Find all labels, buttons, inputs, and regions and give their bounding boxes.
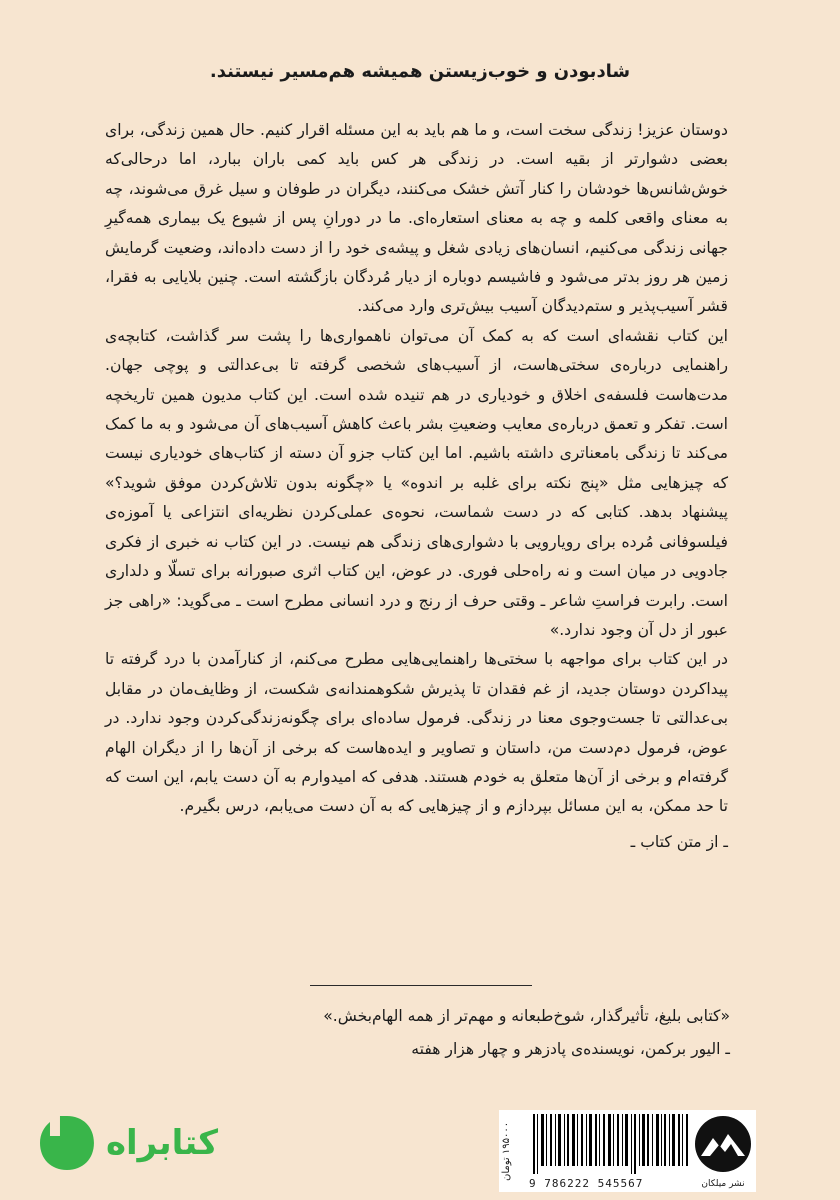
ketabrah-logo-icon [38,1114,96,1172]
endorsement-attribution: ـ الیور برکمن، نویسنده‌ی پادزهر و چهار هزار هفته [411,1040,730,1058]
ketabrah-logo [38,1113,218,1173]
endorsement-quote: «کتابی بلیغ، تأثیرگذار، شوخ‌طبعانه و مهم‌تر از همه الهام‌بخش.» [323,1007,730,1025]
divider-line [310,985,532,986]
paragraph-1: دوستان عزیز! زندگی سخت است، و ما هم باید به این مسئله اقرار کنیم. حال همین زندگی، برای بعضی دشوارتر از بقیه است. در زندگی هر کس باید کمی باران ببارد، اما درحالی‌که خوش‌شانس‌ها خودشان را کنار آتش خشک می‌کنند، دیگران در طوفان و سیل غرق می‌شوند، چه به معنای واقعی کلمه و چه به معنای استعاره‌ای. ما در دورانِ پس از شیوع یک بیماری همه‌گیرِ جهانی زندگی می‌کنیم، انسان‌های زیادی شغل و پیشه‌ی خود را از دست داده‌اند، وضعیت گرمایش زمین هر روز بدتر می‌شود و فاشیسم دوباره از دیار مُردگان بازگشته است. چنین بلایایی به فقرا، قشر آسیب‌پذیر و ستم‌دیدگان آسیب بیش‌تری وارد می‌کند. [105,121,728,316]
headline: شادبودن و خوب‌زیستن همیشه هم‌مسیر نیستند. [209,61,631,82]
paragraph-2: این کتاب نقشه‌ای است که به کمک آن می‌توان ناهمواری‌ها را پشت سر گذاشت، کتابچه‌ی راهنمایی درباره‌ی سختی‌هاست، از آسیب‌های شخصی گرفته تا بی‌عدالتی و پوچی جهان. مدت‌هاست فلسفه‌ی اخلاق و خودیاری در هم تنیده شده است. این کتاب مدیون همین تاریخچه است. تفکر و تعمق درباره‌ی معایب وضعیتِ بشر باعث کاهش آسیب‌های آن می‌شود و به ما کمک می‌کند تا زندگی بامعناتری داشته باشیم. اما این کتاب جزو آن دسته از کتاب‌های خودیاری نیست که چیزهایی مثل «پنج نکته برای غلبه بر اندوه» یا «چگونه بدون تلاش‌کردن موفق شوید؟» پیشنهاد بدهد. کتابی که در دست شماست، نحوه‌ی عملی‌کردن نظریه‌ای انتزاعی یا آموزه‌ی فیلسوفانی مُرده برای رویارویی با دشواری‌های زندگی هم نیست. در این کتاب نه خبری از فکری جادویی در میان است و نه راه‌حلی فوری. در عوض، این کتاب اثری صبورانه برای تسلّا و دلداری است. رابرت فراستِ شاعر ـ وقتی حرف از رنج و درد انسانی مطرح است ـ می‌گوید: «راهی جز عبور از دل آن وجود ندارد.» [105,326,728,639]
publisher-name: نشر میلکان [701,1179,745,1189]
body-text [105,116,728,857]
price-label: ۱۹۵۰۰۰ تومان [501,1121,512,1181]
endorsement [150,1000,730,1066]
source-note: ـ از متن کتاب ـ [630,832,728,851]
paragraph-3: در این کتاب برای مواجهه با سختی‌ها راهنمایی‌هایی مطرح می‌کنم، از کنارآمدن با درد گرفته تا پیداکردن دوستان جدید، از غم فقدان تا پذیرش شکوهمندانه‌ی شکست، از وظایف‌مان در مقابل بی‌عدالتی تا جست‌وجوی معنا در زندگی. فرمول ساده‌ای برای چگونه‌زندگی‌کردن وجود ندارد. در عوض، فرمول دم‌دست من، داستان و تصاویر و ایده‌هاست که برخی از آن‌ها را از دیگران الهام گرفته‌ام و برخی از آن‌ها متعلق به خودم هستند. هدفی که امیدوارم به آن دست یابم، این است که تا حد ممکن، به این مسائل بپردازم و از چیزهایی که به آن دست می‌یابم، درس بگیرم. [105,650,728,816]
ketabrah-wordmark: کتابراه [105,1123,218,1163]
isbn-number: 9 786222 545567 [529,1177,644,1190]
mountains-logo-icon [693,1114,753,1174]
publisher-logo [690,1110,756,1192]
